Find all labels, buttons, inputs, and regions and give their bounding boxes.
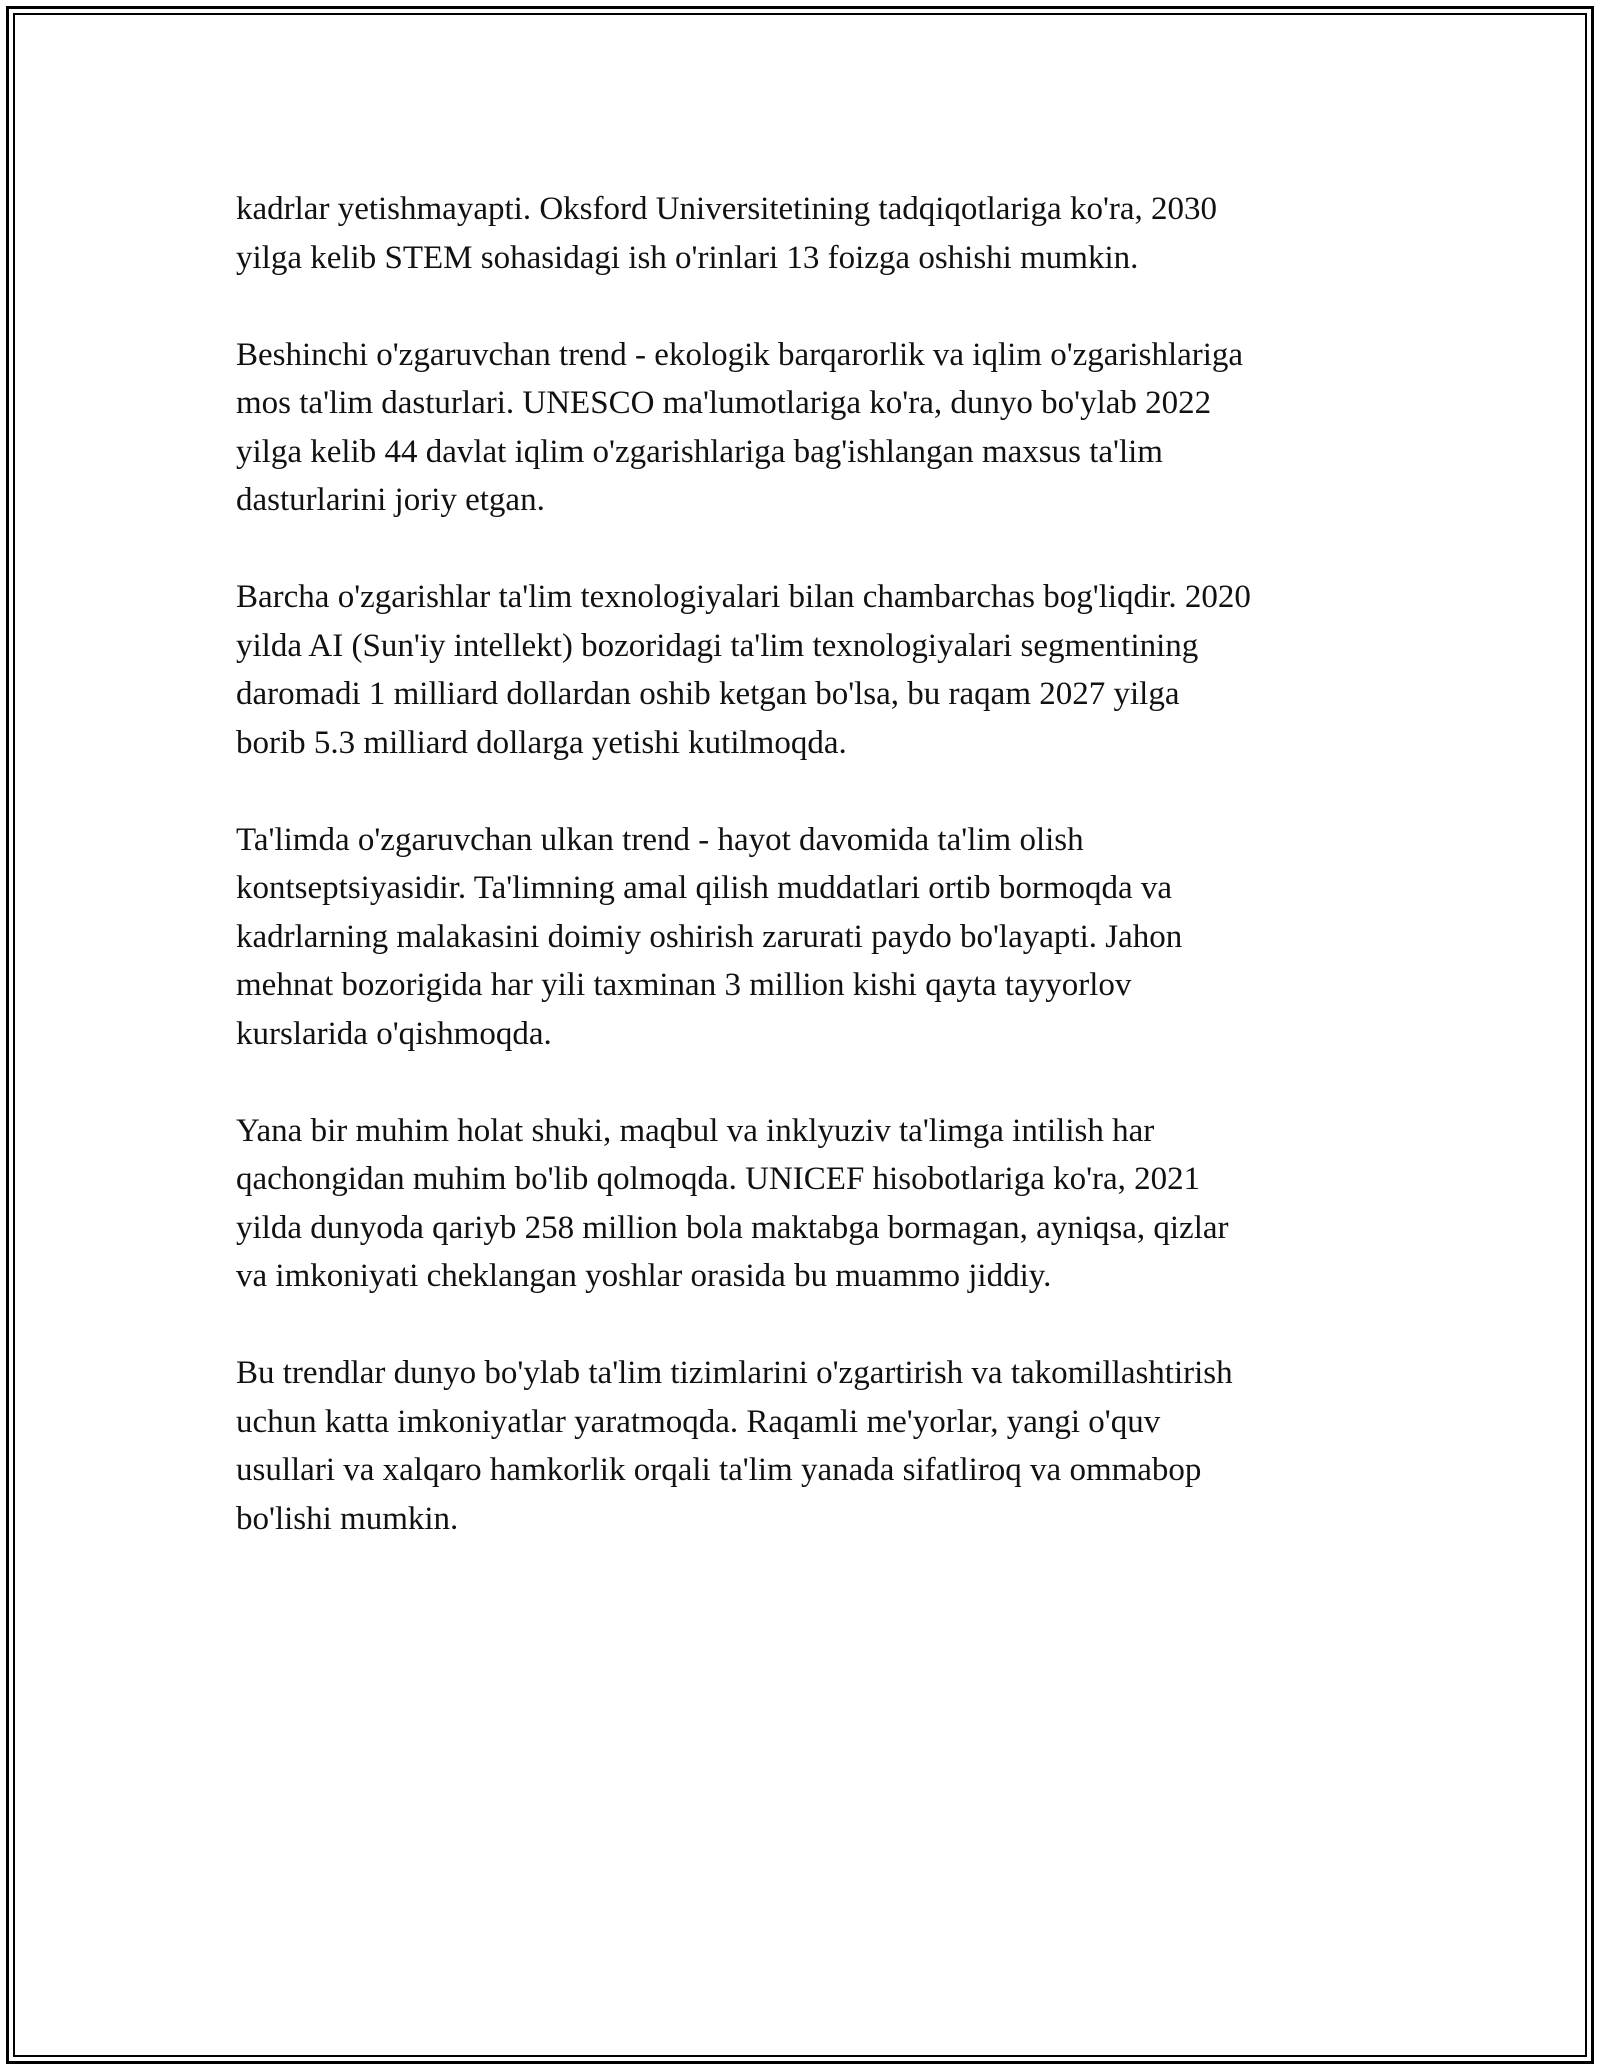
text-line: qachongidan muhim bo'lib qolmoqda. UNICEF hisobotlariga ko'ra, 2021 xyxy=(236,1161,1201,1197)
paragraph-inclusive-education xyxy=(236,1107,1396,1301)
text-line: uchun katta imkoniyatlar yaratmoqda. Raqamli me'yorlar, yangi o'quv xyxy=(236,1403,1161,1440)
paragraph-stem-jobs xyxy=(236,185,1396,282)
text-line: va imkoniyati cheklangan yoshlar orasida bu muammo jiddiy. xyxy=(236,1258,1052,1294)
paragraph-lifelong-learning xyxy=(236,816,1396,1059)
text-line: bo'lishi mumkin. xyxy=(236,1500,459,1537)
text-line: mehnat bozorigida har yili taxminan 3 million kishi qayta tayyorlov xyxy=(236,967,1132,1003)
text-line: mos ta'lim dasturlari. UNESCO ma'lumotlariga ko'ra, dunyo bo'ylab 2022 xyxy=(236,385,1212,421)
text-line: kontseptsiyasidir. Ta'limning amal qilish muddatlari ortib bormoqda va xyxy=(236,870,1173,906)
paragraph-ecology-trend xyxy=(236,331,1396,525)
text-line: Barcha o'zgarishlar ta'lim texnologiyalari bilan chambarchas bog'liqdir. 2020 xyxy=(236,579,1251,615)
document-body xyxy=(236,185,1396,1592)
text-line: daromadi 1 milliard dollardan oshib ketgan bo'lsa, bu raqam 2027 yilga xyxy=(236,676,1180,712)
text-line: Ta'limda o'zgaruvchan ulkan trend - hayot davomida ta'lim olish xyxy=(236,821,1084,858)
text-line: borib 5.3 milliard dollarga yetishi kutilmoqda. xyxy=(236,724,847,761)
text-line: kadrlar yetishmayapti. Oksford Universitetining tadqiqotlariga ko'ra, 2030 xyxy=(236,191,1218,227)
text-line: yilda AI (Sun'iy intellekt) bozoridagi ta'lim texnologiyalari segmentining xyxy=(236,627,1199,664)
text-line: usullari va xalqaro hamkorlik orqali ta'lim yanada sifatliroq va ommabop xyxy=(236,1452,1202,1488)
text-line: yilga kelib STEM sohasidagi ish o'rinlari 13 foizga oshishi mumkin. xyxy=(236,239,1139,276)
text-line: Bu trendlar dunyo bo'ylab ta'lim tizimlarini o'zgartirish va takomillashtirish xyxy=(236,1355,1233,1391)
text-line: yilga kelib 44 davlat iqlim o'zgarishlariga bag'ishlangan maxsus ta'lim xyxy=(236,433,1163,470)
paragraph-conclusion xyxy=(236,1349,1396,1543)
paragraph-edtech-ai xyxy=(236,573,1396,767)
text-line: kadrlarning malakasini doimiy oshirish zarurati paydo bo'layapti. Jahon xyxy=(236,918,1183,955)
text-line: yilda dunyoda qariyb 258 million bola maktabga bormagan, ayniqsa, qizlar xyxy=(236,1209,1229,1246)
text-line: Beshinchi o'zgaruvchan trend - ekologik barqarorlik va iqlim o'zgarishlariga xyxy=(236,336,1244,373)
text-line: dasturlarini joriy etgan. xyxy=(236,482,545,518)
text-line: kurslarida o'qishmoqda. xyxy=(236,1015,552,1052)
text-line: Yana bir muhim holat shuki, maqbul va inklyuziv ta'limga intilish har xyxy=(236,1112,1155,1149)
